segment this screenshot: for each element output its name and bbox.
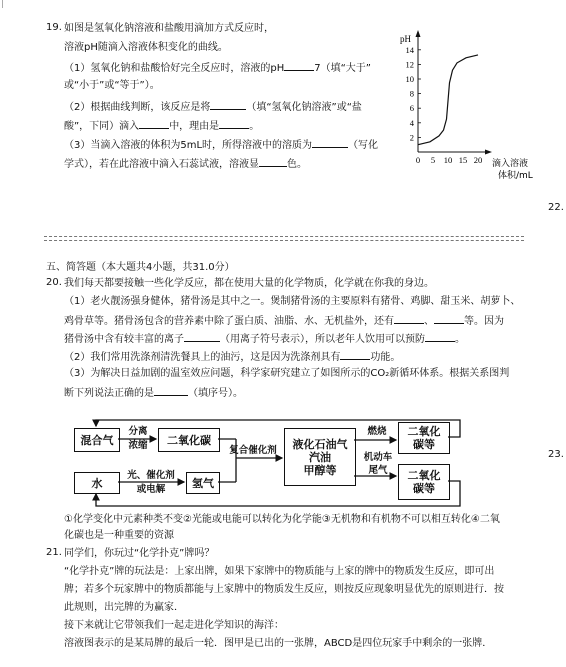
q20-blank3[interactable]: [184, 331, 220, 342]
margin-number-22: 22.: [548, 202, 564, 213]
q20-blank6[interactable]: [154, 385, 188, 396]
q20-p1c: 、: [424, 316, 434, 327]
q21-intro: 同学们，你玩过“化学扑克”牌吗？: [64, 548, 215, 559]
section-divider: [44, 236, 524, 237]
box-mixed-gas: 混合气: [74, 428, 120, 452]
q20-p1a: （1）老火靓汤强身健体，猪骨汤是其中之一。煲制猪骨汤的主要原料有猪骨、鸡脚、甜玉米、胡萝卜、: [64, 296, 521, 307]
y-tick-label: 12: [405, 59, 414, 70]
y-tick-label: 8: [409, 88, 414, 99]
q20-blank4[interactable]: [425, 331, 455, 342]
ph-curve-line: [418, 55, 478, 145]
section-divider-2: [44, 240, 524, 241]
q20-options2: 化碳也是一种重要的资源: [64, 530, 174, 541]
q19-p2b: （填“氢氧化钠溶液”或“盐: [246, 102, 362, 113]
co2-right-line1: 二氧化: [407, 425, 441, 438]
q19-blank1[interactable]: [284, 60, 314, 71]
ph-curve-chart: [394, 26, 544, 186]
x-tick-label: 10: [443, 155, 453, 165]
fuel-lpg: 液化石油气: [292, 437, 348, 451]
q20-blank1[interactable]: [394, 313, 424, 324]
q20-blank2[interactable]: [434, 313, 464, 324]
label-catalysis: 复合催化剂: [229, 445, 277, 456]
q19-part3: [64, 137, 378, 152]
q20-part3b: [64, 385, 243, 400]
q20-p2b: 功能。: [370, 352, 401, 363]
q20-p1d: 等。因为: [464, 316, 504, 327]
section5-heading: 五、简答题（本大题共4小题，共31.0分）: [46, 262, 235, 273]
co2-right-line2: 碳等: [413, 438, 435, 451]
label-vehicle: 机动车: [363, 452, 393, 463]
q20-p3c: （填序号）。: [188, 388, 243, 399]
y-axis-label: pH: [400, 34, 411, 44]
q20-number: 20.: [46, 277, 62, 288]
label-exhaust: 尾气: [368, 465, 388, 476]
x-tick-label: 0: [415, 155, 421, 165]
q19-part2: [64, 99, 362, 114]
diagram-arrows: [66, 414, 466, 514]
margin-number-23: 23.: [548, 449, 564, 460]
arrow-cycle-top-return: [96, 420, 460, 437]
q21-rule2: 牌；若多个玩家牌中的物质都能与上家牌中的物质发生反应，则按反应现象明显优先的原则进行．按: [64, 584, 504, 595]
q20-part1b: [64, 313, 504, 328]
y-tick-label: 2: [409, 132, 414, 143]
q19-part2b: [64, 118, 259, 133]
q19-p2d: 中，理由是: [169, 121, 220, 132]
x-tick-label: 20: [473, 155, 483, 165]
label-separate: 分离: [128, 426, 148, 437]
arrow-cycle-bottom-return: [96, 481, 460, 506]
q19-p1c: 或“小于”或“等于”）。: [64, 80, 160, 91]
q20-p2a: （2）我们常用洗涤剂清洗餐具上的油污，这是因为洗涤剂具有: [64, 352, 341, 363]
q20-intro: 我们每天都要接触一些化学反应，都在使用大量的化学物质，化学就在你我的身边。: [64, 278, 434, 289]
q20-p1e: 猪骨汤中含有较丰富的离子: [64, 334, 184, 345]
q19-p2c: 酸”，下同）滴入: [64, 121, 140, 132]
q19-intro: 如图是氢氧化钠溶液和盐酸用滴加方式反应时，: [64, 23, 274, 34]
q19-number: 19.: [46, 22, 62, 33]
y-tick-label: 6: [409, 103, 414, 114]
q20-p3a: （3）为解决日益加剧的温室效应问题，科学家研究建立了如图所示的CO₂新循环体系。根据关系图判: [64, 368, 510, 379]
x-axis-label-line1: 滴入溶液: [492, 159, 529, 169]
x-axis-arrow: [485, 150, 492, 155]
x-tick-label: 15: [458, 155, 468, 165]
q19-blank3[interactable]: [139, 118, 169, 129]
q20-p1b: 鸡骨草等。猪骨汤包含的营养素中除了蛋白质、油脂、水、无机盐外，还有: [64, 316, 394, 327]
box-co2-top: 二氧化碳: [158, 428, 220, 452]
q21-rule3: 此规则，出完牌的为赢家．: [64, 602, 184, 613]
q19-p2e: 。: [249, 121, 260, 132]
q20-part1c: [64, 331, 465, 346]
page-corner-mark: [2, 0, 17, 8]
q21-next: 接下来就让它带领我们一起走进化学知识的海洋：: [64, 620, 284, 631]
q19-p3d: 色。: [287, 159, 307, 170]
q19-blank2[interactable]: [210, 99, 246, 110]
q20-blank5[interactable]: [340, 349, 370, 360]
y-axis-arrow: [416, 30, 421, 37]
co2-low-line2: 碳等: [413, 482, 435, 495]
q19-intro2: 溶液pH随滴入溶液体积变化的曲线。: [64, 42, 228, 53]
q20-p1g: 。: [455, 334, 465, 345]
box-hydrogen: 氢气: [186, 472, 220, 494]
y-tick-label: 14: [405, 44, 414, 55]
q19-p3b: （写化: [348, 140, 379, 151]
x-axis-label-line2: 体积/mL: [498, 171, 533, 181]
q20-p1f: （用离子符号表示），所以老年人饮用可以预防: [220, 334, 425, 345]
q20-p3b: 断下列说法正确的是: [64, 388, 154, 399]
co2-cycle-diagram: [66, 414, 466, 514]
fuel-methanol: 甲醇等: [303, 463, 337, 477]
q19-part1: [64, 60, 371, 75]
box-water: 水: [74, 472, 120, 494]
q21-rule1: “化学扑克”牌的玩法是：上家出牌，如果下家牌中的物质能与上家的牌中的物质发生反应，即可出: [64, 566, 495, 577]
y-tick-label: 4: [409, 117, 414, 128]
label-electrolysis: 或电解: [136, 484, 166, 495]
q19-p1a: （1）氢氧化钠和盐酸恰好完全反应时，溶液的pH: [64, 63, 285, 74]
q21-number: 21.: [46, 547, 62, 558]
q20-options: ①化学变化中元素种类不变②光能或电能可以转化为化学能③无机物和有机物不可以相互转化④二氧: [64, 514, 500, 525]
q19-p1b: 7（填“大于”: [314, 63, 371, 74]
y-tick-label: 10: [405, 74, 414, 84]
q19-part3b: [64, 156, 307, 171]
q20-part2: [64, 349, 400, 364]
q19-p2a: （2）根据曲线判断，该反应是将: [64, 102, 211, 113]
co2-low-line1: 二氧化: [407, 469, 441, 482]
label-burn: 燃烧: [367, 426, 387, 437]
q19-p3a: （3）当滴入溶液的体积为5mL时，所得溶液中的溶质为: [64, 140, 313, 151]
q19-blank6[interactable]: [259, 156, 287, 167]
label-concentrate: 浓缩: [128, 440, 148, 451]
x-tick-label: 5: [430, 155, 436, 165]
q21-last: 溶液图表示的是某局牌的最后一轮．图甲是已出的一张牌，ABCD是四位玩家手中剩余的一张牌．: [64, 638, 493, 649]
fuel-gasoline: 汽油: [309, 450, 331, 464]
q19-blank5[interactable]: [312, 137, 348, 148]
q19-p3c: 学式），若在此溶液中滴入石蕊试液，溶液显: [64, 159, 259, 170]
q19-blank4[interactable]: [219, 118, 249, 129]
label-light-catalyst: 光、催化剂: [127, 470, 175, 481]
